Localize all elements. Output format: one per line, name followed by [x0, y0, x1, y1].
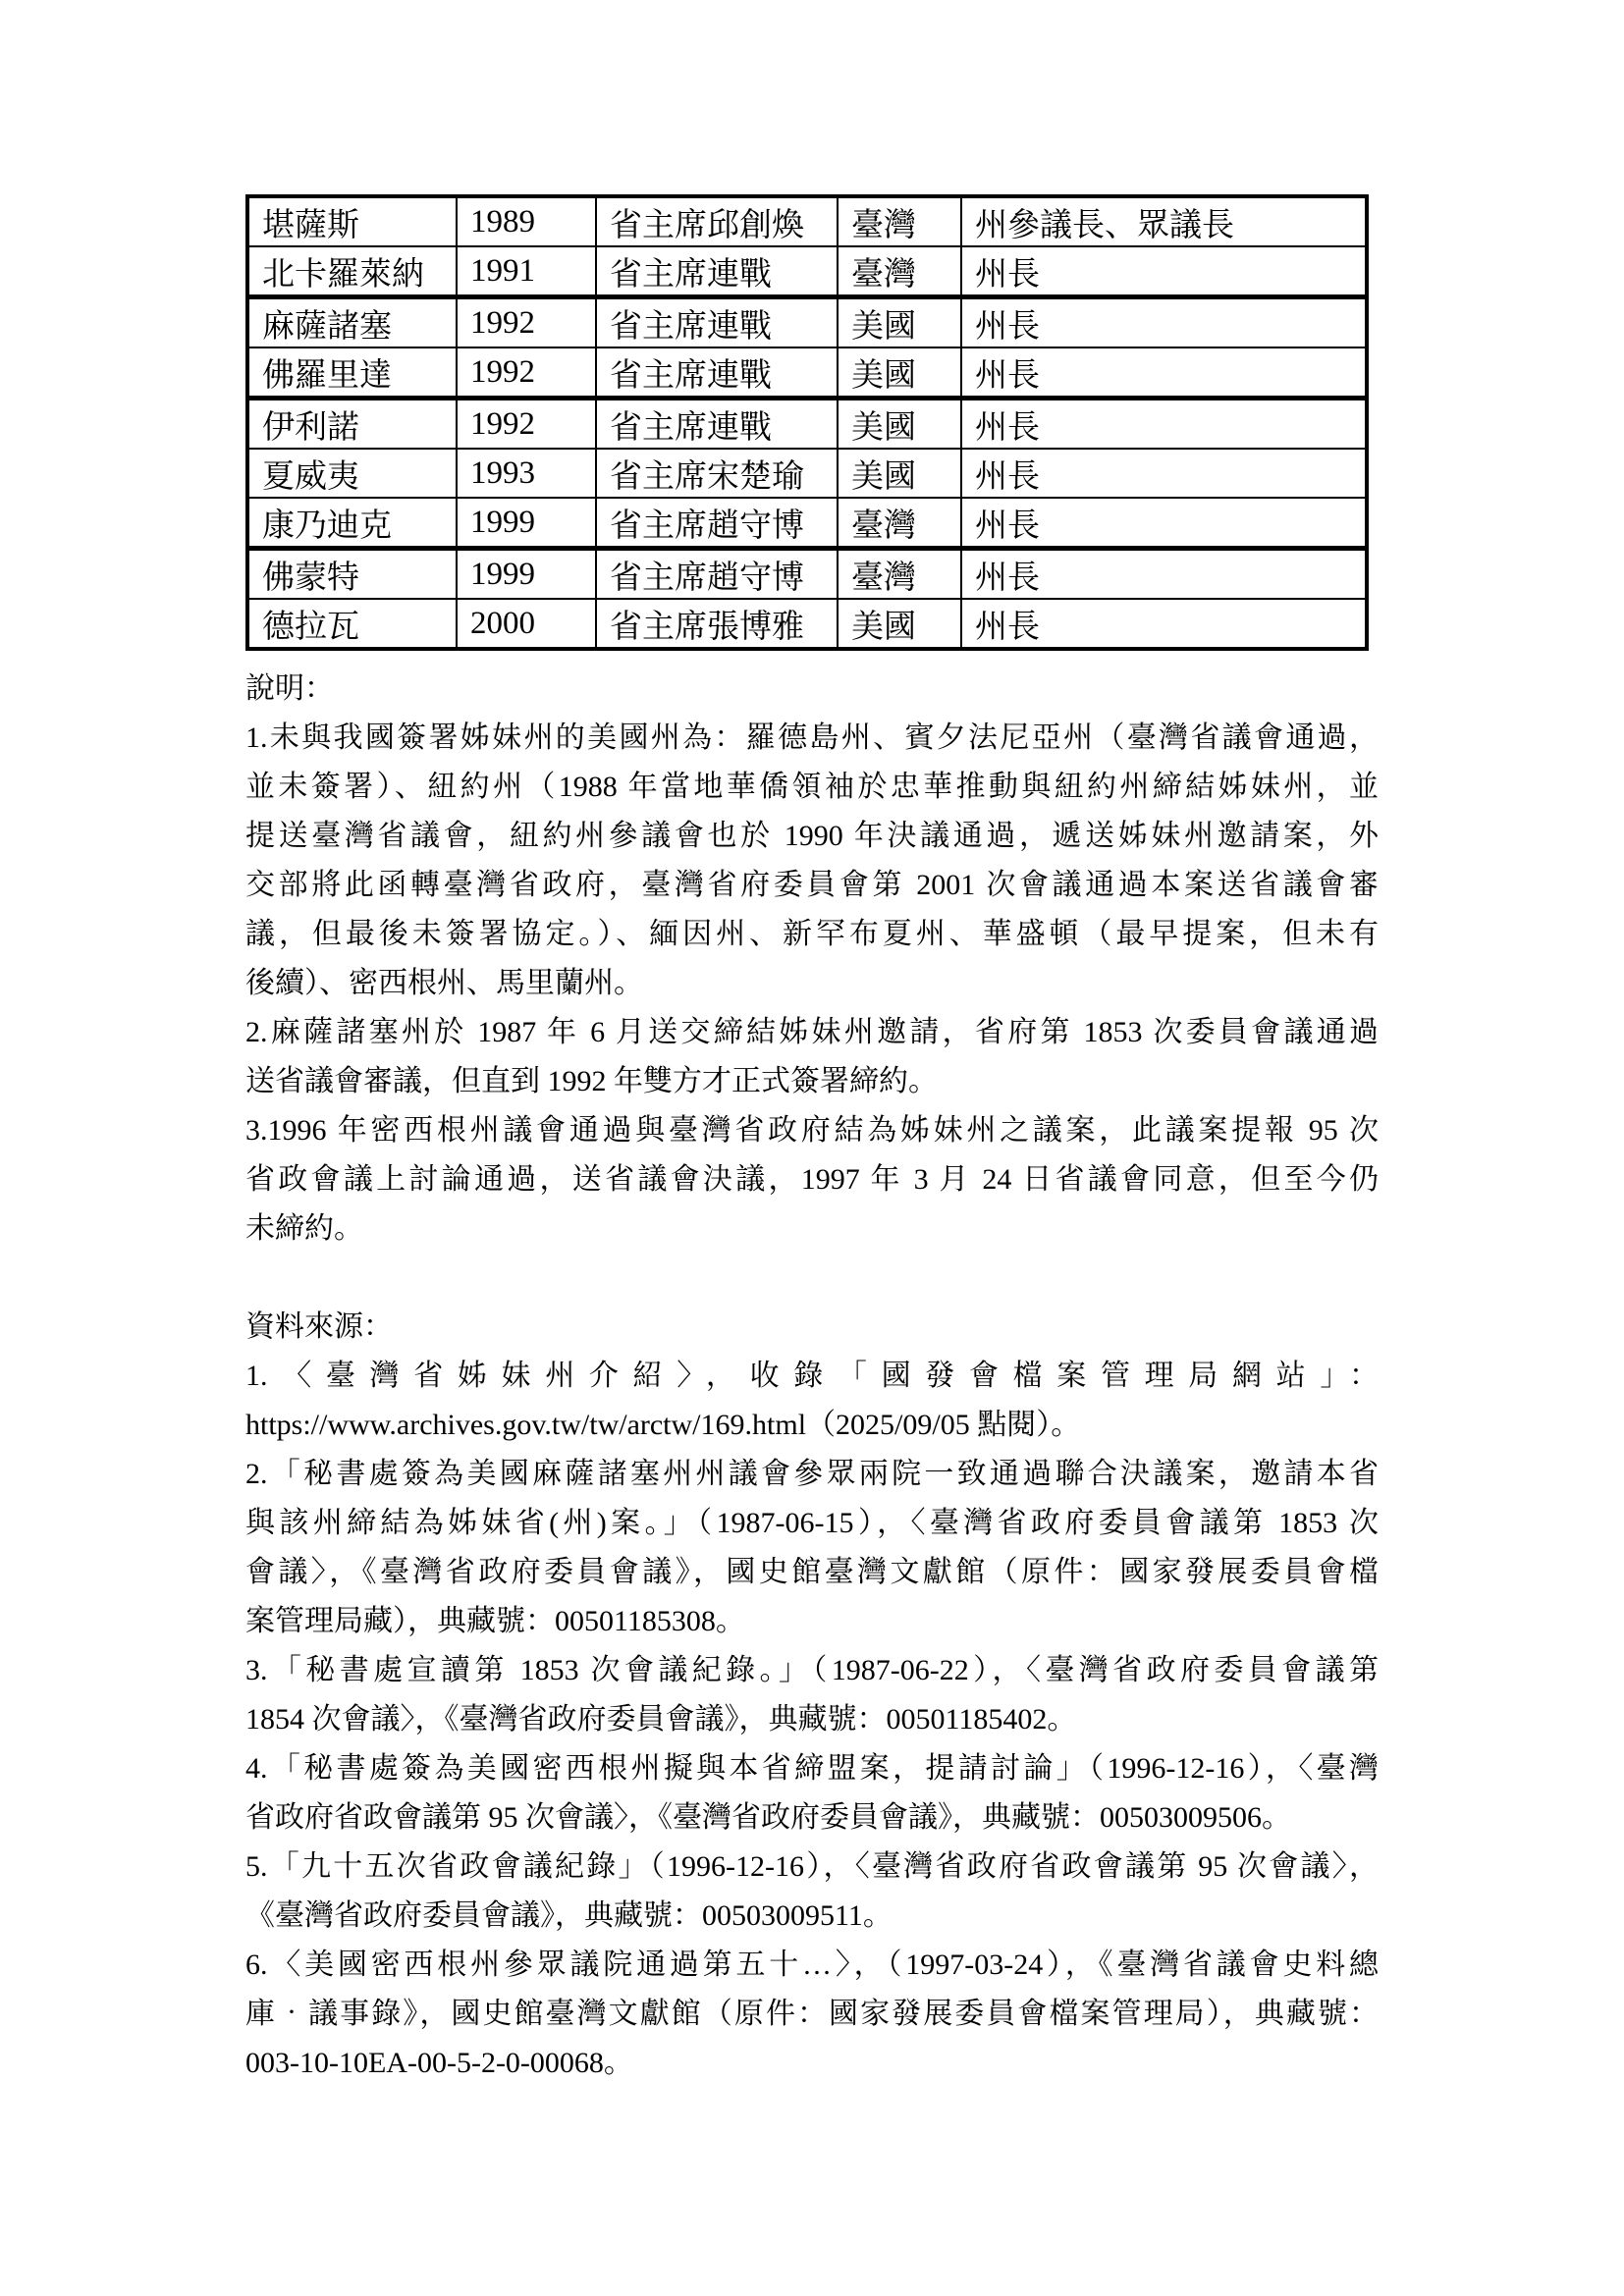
source-line: 5.「九十五次省政會議紀錄」（1996-12-16），〈臺灣省政府省政會議第 95 次會議〉， [245, 1850, 1379, 1883]
state-cell: 佛羅里達 [247, 347, 457, 399]
leader-cell: 省主席連戰 [596, 347, 838, 399]
sources-section [245, 1303, 1379, 2088]
counterpart-cell: 州長 [961, 347, 1367, 399]
table-row [247, 297, 1367, 348]
year-cell: 1999 [457, 549, 596, 600]
page-content [245, 194, 1379, 2088]
note-line: 未締約。 [245, 1212, 363, 1245]
state-cell: 北卡羅萊納 [247, 246, 457, 297]
note-line: 並未簽署）、紐約州（1988 年當地華僑領袖於忠華推動與紐約州締結姊妹州，並 [245, 771, 1379, 803]
source-line: 《臺灣省政府委員會議》，典藏號：00503009511。 [245, 1899, 893, 1932]
year-cell: 1989 [457, 196, 596, 246]
signed-in-cell: 臺灣 [838, 196, 961, 246]
source-line: 4.「秘書處簽為美國密西根州擬與本省締盟案，提請討論」（1996-12-16），〈臺灣 [245, 1752, 1379, 1785]
source-line: 會議〉，《臺灣省政府委員會議》，國史館臺灣文獻館（原件：國家發展委員會檔 [245, 1556, 1379, 1588]
table-row [247, 347, 1367, 399]
leader-cell: 省主席邱創煥 [596, 196, 838, 246]
counterpart-cell: 州長 [961, 599, 1367, 649]
leader-cell: 省主席趙守博 [596, 498, 838, 549]
leader-cell: 省主席宋楚瑜 [596, 449, 838, 498]
state-cell: 康乃迪克 [247, 498, 457, 549]
notes-lines [245, 714, 1379, 1254]
state-cell: 堪薩斯 [247, 196, 457, 246]
counterpart-cell: 州長 [961, 246, 1367, 297]
counterpart-cell: 州長 [961, 399, 1367, 450]
table-row [247, 399, 1367, 450]
table-row [247, 449, 1367, 498]
source-line: 庫‧議事錄》，國史館臺灣文獻館（原件：國家發展委員會檔案管理局），典藏號： [245, 1998, 1379, 2030]
year-cell: 1993 [457, 449, 596, 498]
signed-in-cell: 美國 [838, 399, 961, 450]
signed-in-cell: 美國 [838, 347, 961, 399]
table-row [247, 498, 1367, 549]
state-cell: 佛蒙特 [247, 549, 457, 600]
sources-lines [245, 1352, 1379, 2088]
note-line: 1.未與我國簽署姊妹州的美國州為：羅德島州、賓夕法尼亞州（臺灣省議會通過， [245, 721, 1379, 754]
table-row [247, 246, 1367, 297]
leader-cell: 省主席連戰 [596, 246, 838, 297]
note-line: 後續）、密西根州、馬里蘭州。 [245, 967, 643, 999]
state-cell: 德拉瓦 [247, 599, 457, 649]
year-cell: 2000 [457, 599, 596, 649]
table-row [247, 549, 1367, 600]
source-line: 2.「秘書處簽為美國麻薩諸塞州州議會參眾兩院一致通過聯合決議案，邀請本省 [245, 1458, 1379, 1490]
note-line: 省政會議上討論通過，送省議會決議，1997 年 3 月 24 日省議會同意，但至今仍 [245, 1163, 1379, 1196]
leader-cell: 省主席張博雅 [596, 599, 838, 649]
source-line: 6.〈美國密西根州參眾議院通過第五十…〉，（1997-03-24），《臺灣省議會史料總 [245, 1949, 1379, 1981]
signed-in-cell: 美國 [838, 599, 961, 649]
leader-cell: 省主席連戰 [596, 297, 838, 348]
note-line: 送省議會審議，但直到 1992 年雙方才正式簽署締約。 [245, 1065, 938, 1097]
leader-cell: 省主席連戰 [596, 399, 838, 450]
counterpart-cell: 州長 [961, 549, 1367, 600]
source-line: 與該州締結為姊妹省(州)案。」（1987-06-15），〈臺灣省政府委員會議第 1853 次 [245, 1507, 1379, 1539]
table-row [247, 599, 1367, 649]
note-line: 3.1996 年密西根州議會通過與臺灣省政府結為姊妹州之議案，此議案提報 95 次 [245, 1114, 1379, 1147]
leader-cell: 省主席趙守博 [596, 549, 838, 600]
note-line: 提送臺灣省議會，紐約州參議會也於 1990 年決議通過，遞送姊妹州邀請案，外 [245, 820, 1379, 852]
signed-in-cell: 美國 [838, 449, 961, 498]
counterpart-cell: 州參議長、眾議長 [961, 196, 1367, 246]
source-line: 1854 次會議〉，《臺灣省政府委員會議》，典藏號：00501185402。 [245, 1703, 1077, 1735]
counterpart-cell: 州長 [961, 498, 1367, 549]
year-cell: 1992 [457, 347, 596, 399]
source-line: https://www.archives.gov.tw/tw/arctw/169.html（2025/09/05 點閱）。 [245, 1409, 1081, 1441]
signed-in-cell: 臺灣 [838, 549, 961, 600]
year-cell: 1992 [457, 297, 596, 348]
blank-line [245, 1254, 1379, 1303]
signed-in-cell: 臺灣 [838, 246, 961, 297]
state-cell: 伊利諾 [247, 399, 457, 450]
sources-heading: 資料來源： [245, 1310, 393, 1343]
state-cell: 夏威夷 [247, 449, 457, 498]
table-row [247, 196, 1367, 246]
sister-states-table-body [247, 196, 1367, 649]
counterpart-cell: 州長 [961, 297, 1367, 348]
source-line: 3.「秘書處宣讀第 1853 次會議紀錄。」（1987-06-22），〈臺灣省政府委員會議第 [245, 1654, 1379, 1686]
year-cell: 1999 [457, 498, 596, 549]
year-cell: 1991 [457, 246, 596, 297]
note-line: 2.麻薩諸塞州於 1987 年 6 月送交締結姊妹州邀請，省府第 1853 次委員會議通過 [245, 1016, 1379, 1048]
source-line: 案管理局藏），典藏號：00501185308。 [245, 1605, 745, 1637]
notes-section [245, 665, 1379, 1254]
sister-states-table [245, 194, 1369, 651]
source-line: 省政府省政會議第 95 次會議〉，《臺灣省政府委員會議》，典藏號：00503009506。 [245, 1801, 1291, 1834]
signed-in-cell: 臺灣 [838, 498, 961, 549]
signed-in-cell: 美國 [838, 297, 961, 348]
note-line: 交部將此函轉臺灣省政府，臺灣省府委員會第 2001 次會議通過本案送省議會審 [245, 869, 1379, 901]
source-line: 1.〈臺灣省姊妹州介紹〉，收錄「國發會檔案管理局網站」： [245, 1360, 1379, 1392]
source-line: 003-10-10EA-00-5-2-0-00068。 [245, 2047, 633, 2079]
state-cell: 麻薩諸塞 [247, 297, 457, 348]
year-cell: 1992 [457, 399, 596, 450]
counterpart-cell: 州長 [961, 449, 1367, 498]
note-line: 議，但最後未簽署協定。）、緬因州、新罕布夏州、華盛頓（最早提案，但未有 [245, 918, 1379, 950]
notes-heading: 說明： [245, 672, 334, 705]
